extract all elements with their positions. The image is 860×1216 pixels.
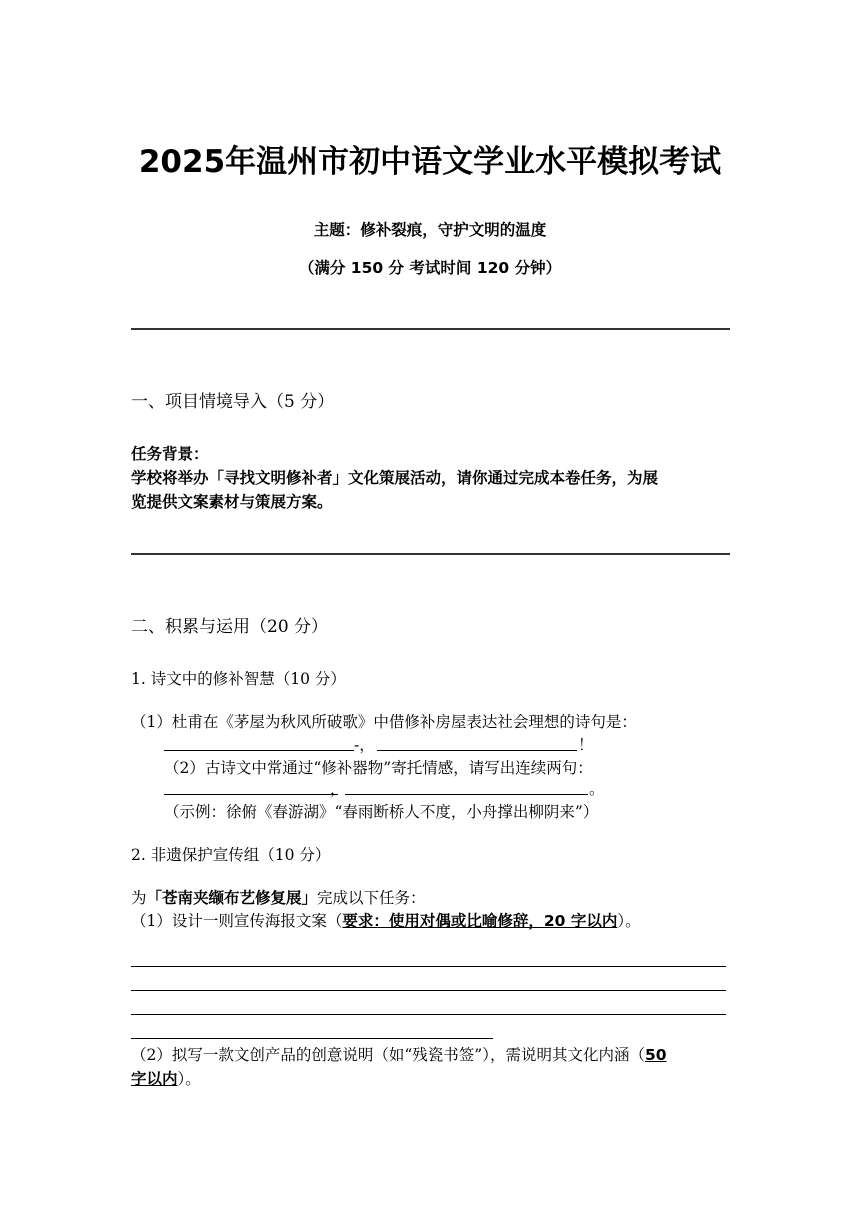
exam-info: （满分 150 分 考试时间 120 分钟）: [298, 259, 562, 277]
answer-blank[interactable]: [377, 750, 577, 751]
question2-task1: [131, 909, 641, 931]
question1-example: （示例：徐俯《春游湖》“春雨断桥人不度，小舟撑出柳阴来”）: [164, 803, 599, 821]
task2-requirement-part2: 字以内: [131, 1070, 178, 1088]
question2-heading: 2. 非遗保护宣传组（10 分）: [131, 846, 331, 864]
section2-heading: 二、积累与运用（20 分）: [131, 617, 329, 637]
question2-intro: [131, 886, 426, 908]
page-title: 2025年温州市初中语文学业水平模拟考试: [138, 144, 722, 180]
answer-line[interactable]: [131, 1014, 726, 1015]
answer-blank[interactable]: [164, 794, 338, 795]
task1-prefix: （1）设计一则宣传海报文案（: [131, 912, 343, 930]
divider-1: [131, 328, 730, 330]
answer-line[interactable]: [131, 990, 726, 991]
section1-heading: 一、项目情境导入（5 分）: [131, 392, 335, 412]
task2-prefix: （2）拟写一款文创产品的创意说明（如“残瓷书签”），需说明其文化内涵（: [131, 1046, 645, 1064]
answer-line[interactable]: [131, 966, 726, 967]
task1-requirement: 要求：使用对偶或比喻修辞，20 字以内: [342, 912, 618, 930]
answer-blank[interactable]: [164, 750, 354, 751]
task-background-line-2: 览提供文案素材与策展方案。: [131, 493, 333, 511]
task1-suffix: ）。: [617, 912, 641, 930]
task2-requirement-part1: 50: [644, 1046, 667, 1064]
question2-task2-line1: [131, 1043, 667, 1065]
blank-end-mark: 。: [589, 780, 605, 798]
blank-separator: -，: [354, 736, 375, 754]
question1-heading: 1. 诗文中的修补智慧（10 分）: [131, 670, 346, 688]
task2-suffix: ）。: [177, 1070, 201, 1088]
blank-end-mark: ！: [578, 736, 594, 754]
answer-blank[interactable]: [345, 794, 588, 795]
exhibition-name: 「苍南夹缬布艺修复展」: [146, 889, 318, 907]
question2-task2-line2: [131, 1067, 201, 1089]
task-background-label: 任务背景：: [131, 445, 209, 463]
divider-2: [131, 553, 730, 555]
blank-separator: ，: [330, 780, 346, 798]
answer-line[interactable]: [131, 1038, 493, 1039]
task-background-line-1: 学校将举办「寻找文明修补者」文化策展活动，请你通过完成本卷任务，为展: [131, 469, 659, 487]
question1-part2-text: （2）古诗文中常通过“修补器物”寄托情感，请写出连续两句：: [164, 759, 593, 777]
intro-suffix: 完成以下任务：: [317, 889, 426, 907]
intro-prefix: 为: [131, 889, 147, 907]
exam-theme: 主题：修补裂痕，守护文明的温度: [313, 221, 547, 239]
question1-part1-text: （1）杜甫在《茅屋为秋风所破歌》中借修补房屋表达社会理想的诗句是：: [131, 713, 637, 731]
